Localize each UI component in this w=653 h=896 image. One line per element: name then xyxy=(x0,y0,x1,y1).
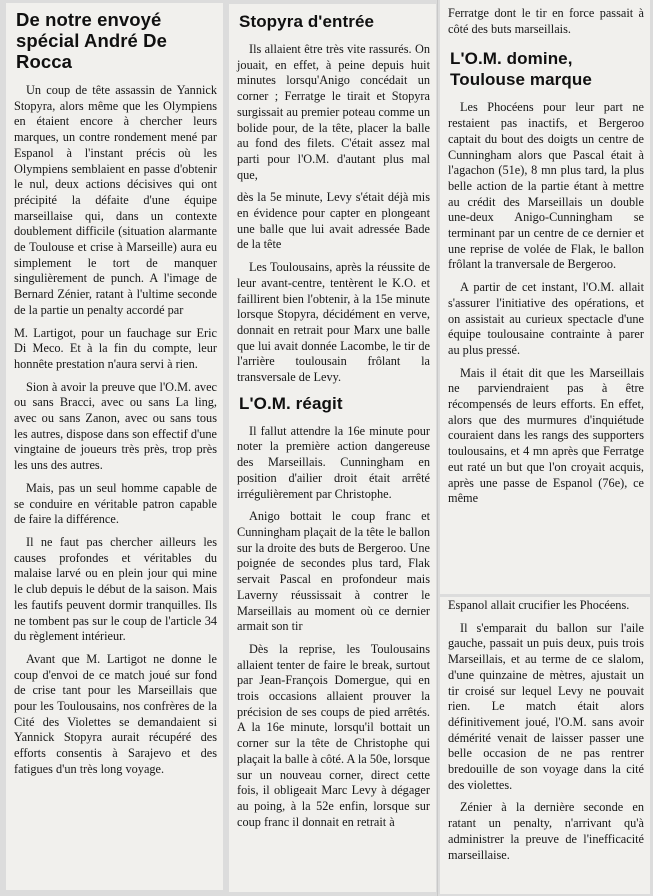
paragraph: Mais il était dit que les Marseillais ne parviendraient pas à être récompensés de leurs efforts. En effet, alors que des murmures d'inquiétude couraient dans les rangs des supporters toulousains, et 4 mn après que Ferratge eut raté un but que l'on croyait acquis, après une passe de Espanol (76e), ce même xyxy=(448,365,644,506)
paragraph: Sion à avoir la preuve que l'O.M. avec ou sans Bracci, avec ou sans La ling, avec ou sans Zanon, avec ou sans tous les autres, dispose dans son effectif d'une vingtaine de joueurs très près, trop près les uns des autres. xyxy=(14,379,217,473)
paragraph: dès la 5e minute, Levy s'était déjà mis en évidence pour capter en plongeant une balle que lui avait adressée Bade de la tête xyxy=(237,190,430,252)
paragraph: Ils allaient être très vite rassurés. On jouait, en effet, à peine depuis huit minutes lorsqu'Anigo concédait un corner ; Ferratge le tirait et Stopyra surgissait au premier poteau comme un bolide pour, de la tête, placer la balle au fond des filets. C'était assez mal parti pour l'O.M. d'autant plus mal que, xyxy=(237,42,430,182)
byline: De notre envoyé spécial André De Rocca xyxy=(16,9,168,72)
paragraph: Zénier à la dernière seconde en ratant un penalty, n'arrivant qu'à administrer la preuve de l'inefficacité marseillaise. xyxy=(448,800,644,862)
paragraph: Espanol allait crucifier les Phocéens. xyxy=(448,598,630,612)
paragraph: Avant que M. Lartigot ne donne le coup d'envoi de ce match joué sur fond de crise tant pour les Marseillais que pour les Toulousains, nos confrères de la Cité des Violettes se demandaient si Yannick Stopyra aurait récupéré des efforts consentis à Sarajevo et des fatigues d'un très long voyage. xyxy=(14,651,217,776)
paragraph: M. Lartigot, pour un fauchage sur Eric Di Meco. Et à la fin du compte, leur honnête prestation n'aura servi à rien. xyxy=(14,325,217,371)
article-column-4 xyxy=(440,597,650,894)
paragraph: Anigo bottait le coup franc et Cunningham plaçait de la tête le ballon sur la droite des buts de Bergeroo. Une poignée de secondes plus tard, Flak servait Pascal en profondeur mais Laverny réussissait à contrer le Marseillais au moment où ce dernier armait son tir xyxy=(237,509,430,634)
article-column-2 xyxy=(229,4,436,892)
paragraph: Ferratge dont le tir en force passait à côté des buts marseillais. xyxy=(448,6,644,36)
subheading-om-reagit: L'O.M. réagit xyxy=(239,393,343,413)
paragraph: Les Phocéens pour leur part ne restaient pas inactifs, et Bergeroo captait du bout des doigts un centre de Cunningham alors que Pascal était à l'agachon (51e), 8 mn plus tard, la plus belle action de la partie étant à mettre au crédit des Marseillais un double une-deux Anigo-Cunningham se terminant par un centre de ce dernier et une reprise de volée de Flak, le ballon frôlant la tranversale de Bergeroo. xyxy=(448,100,644,272)
paragraph: Il s'emparait du ballon sur l'aile gauche, passait un puis deux, puis trois Marseillais, et au terme de ce slalom, d'une quinzaine de mètres, ajustait un tir croisé sur lequel Levy ne pouvait rien. Le match était alors définitivement joué, l'O.M. sans avoir démérité venait de laisser passer une belle occasion de ne pas rentrer bredouille de son voyage dans la cité des violettes. xyxy=(448,620,644,792)
paragraph: A partir de cet instant, l'O.M. allait s'assurer l'initiative des opérations, et on assistait au curieux spectacle d'une équipe toulousaine contrainte à parer au plus pressé. xyxy=(448,280,644,357)
paragraph: Il fallut attendre la 16e minute pour noter la première action dangereuse des Marseillais. Cunningham en position d'ailier droit était arrêté irrégulièrement par Christophe. xyxy=(237,423,430,501)
paragraph: Dès la reprise, les Toulousains allaient tenter de faire le break, surtout par Jean-François Domergue, qui en trois occasions allaient prouver la précision de ses coups de pied arrêtés. A la 16e minute, lorsqu'il bottait un corner sur la tête de Christophe qui plaçait la balle à côté. A la 50e, lorsque sur un nouveau corner, direct cette fois, il obligeait Marc Levy à dégager au poing, à la 52e enfin, lorsque sur coup franc il donnait en retrait à xyxy=(237,641,430,829)
paragraph: Il ne faut pas chercher ailleurs les causes profondes et véritables du malaise larvé ou en plein jour qui mine le club depuis le début de la saison. Mais les fautifs peuvent dormir tranquilles. Ils ne tombent pas sur le coup de l'article 34 du règlement intérieur. xyxy=(14,534,217,644)
column-divider xyxy=(437,0,438,896)
paragraph: Un coup de tête assassin de Yannick Stopyra, alors même que les Olympiens en étaient encore à chercher leurs marques, un contre rondement mené par Espanol à l'instant précis où les Olympiens semblaient en passe d'obtenir le nul, deux actions décisives qui ont précipité la défaite d'une équipe marseillaise qui, dans un contexte doublement difficile (situation alarmante de Toulouse et crise à Marseille) aura eu simplement le tort de manquer singulièrement de punch. A l'image de Bernard Zénier, ratant à l'ultime seconde de la partie un penalty accordé par xyxy=(14,83,217,317)
article-column-3 xyxy=(440,0,650,594)
subheading-om-domine: L'O.M. domine, Toulouse marque xyxy=(450,49,592,90)
paragraph: Mais, pas un seul homme capable de se conduire en véritable patron capable de faire la différence. xyxy=(14,480,217,527)
article-column-1 xyxy=(6,3,223,890)
subheading-stopyra: Stopyra d'entrée xyxy=(239,12,375,31)
paragraph: Les Toulousains, après la réussite de leur avant-centre, tentèrent le K.O. et faillirent bien l'obtenir, à la 15e minute lorsque Stopyra, décidément en verve, donnait en retrait pour Marx une balle que lui avait donnée Lacombe, le tir de l'arrière toulousain frôlant la transversale de Levy. xyxy=(237,260,430,385)
